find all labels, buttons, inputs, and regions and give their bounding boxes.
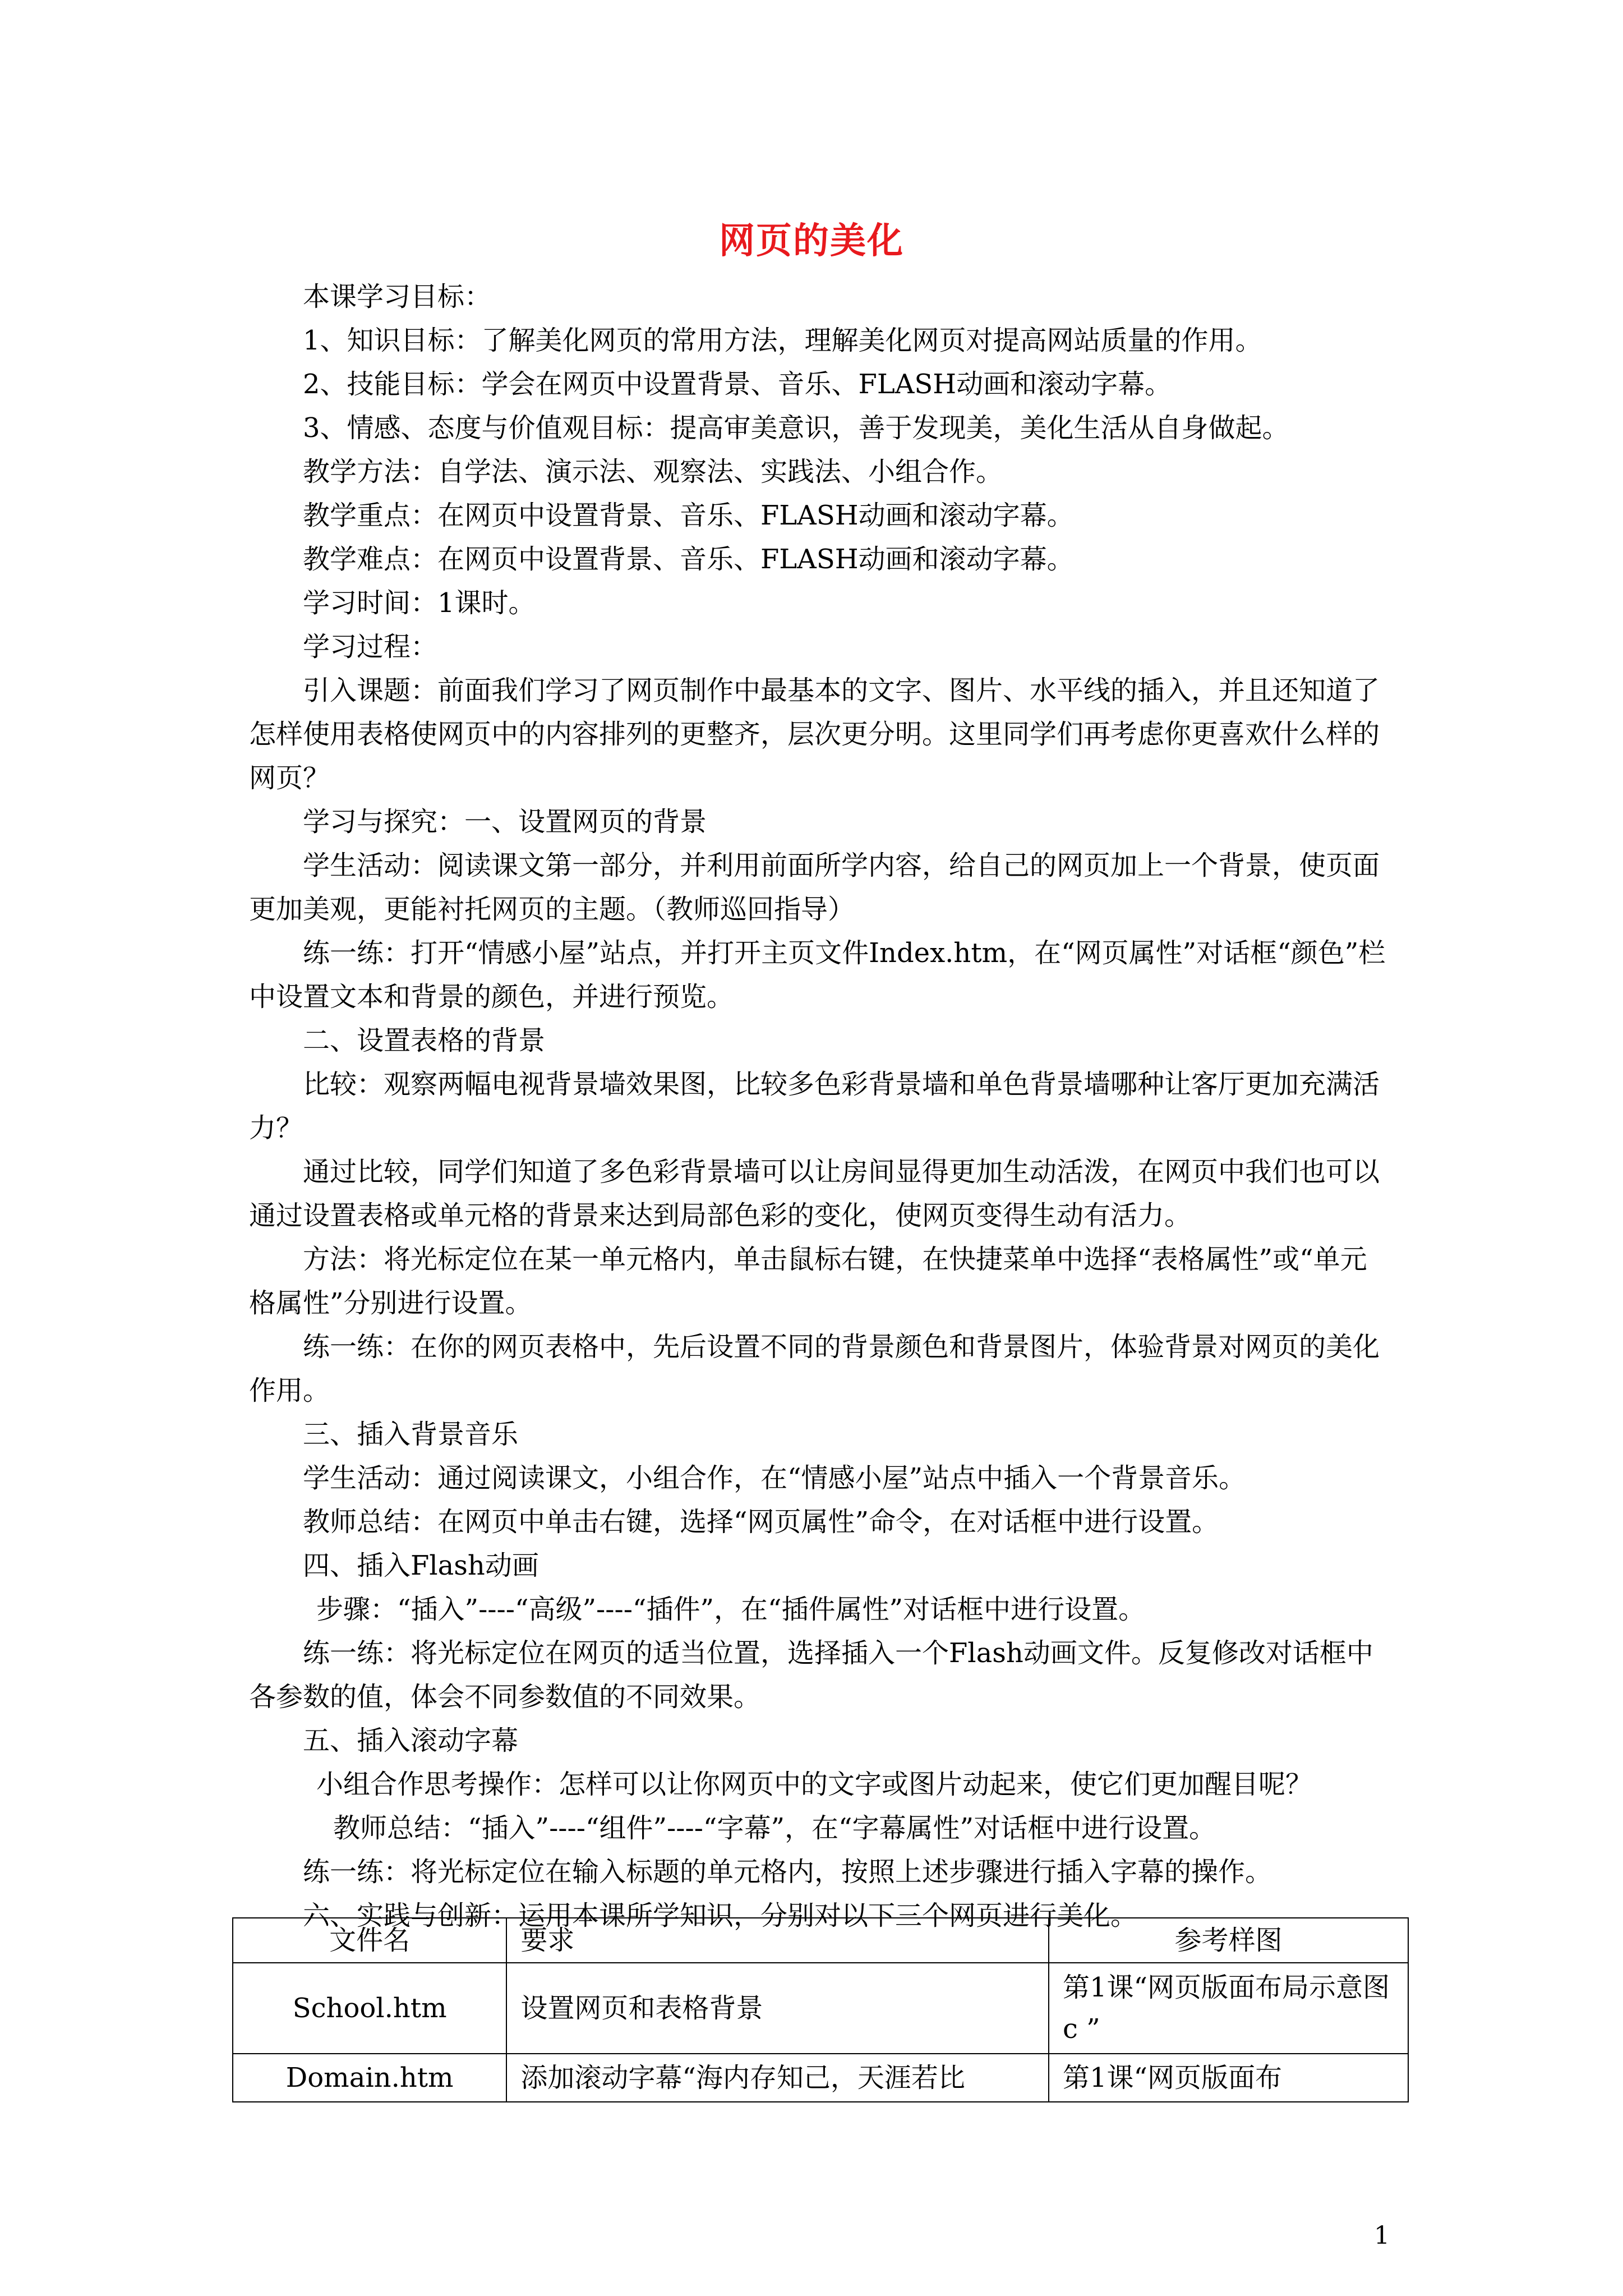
table-header-row [233,1918,1408,1963]
paragraph-process-heading: 学习过程： [303,631,438,662]
table-header-filename: 文件名 [233,1918,506,1963]
paragraph-section-2-heading: 二、设置表格的背景 [303,1025,546,1056]
paragraph-section-6-heading: 六、实践与创新：运用本课所学知识，分别对以下三个网页进行美化。 [303,1900,1138,1931]
paragraph-steps-4: 步骤：“插入”----“高级”----“插件”，在“插件属性”对话框中进行设置。 [316,1594,1146,1625]
paragraph-student-activity-3: 学生活动：通过阅读课文，小组合作，在“情感小屋”站点中插入一个背景音乐。 [303,1462,1246,1494]
document-body [249,275,1393,1938]
paragraph-section-4-heading: 四、插入Flash动画 [303,1550,539,1581]
paragraph-section-3-heading: 三、插入背景音乐 [303,1419,519,1450]
paragraph-method: 方法：将光标定位在某一单元格内，单击鼠标右键，在快捷菜单中选择“表格属性”或“单元格属性”分别进行设置。 [249,1244,1367,1319]
table-cell-reference: 第1课“网页版面布局示意图c ” [1049,1963,1408,2054]
table-header-reference: 参考样图 [1049,1918,1408,1963]
paragraph-section-5-heading: 五、插入滚动字幕 [303,1725,519,1756]
table-header-requirement: 要求 [506,1918,1049,1963]
paragraph-difficulties: 教学难点：在网页中设置背景、音乐、FLASH动画和滚动字幕。 [303,544,1074,575]
table-cell-filename: School.htm [233,1963,506,2054]
paragraph-compare: 比较：观察两幅电视背景墙效果图，比较多色彩背景墙和单色背景墙哪种让客厅更加充满活力？ [249,1069,1380,1144]
table-cell-requirement: 添加滚动字幕“海内存知己，天涯若比 [506,2054,1049,2102]
table-row [233,2054,1408,2102]
table-row [233,1963,1408,2054]
paragraph-study-time: 学习时间：1课时。 [303,587,536,619]
paragraph-attitude-goal: 3、情感、态度与价值观目标：提高审美意识，善于发现美，美化生活从自身做起。 [303,412,1289,444]
table-cell-reference: 第1课“网页版面布 [1049,2054,1408,2102]
table-cell-requirement: 设置网页和表格背景 [506,1963,1049,2054]
practice-table [232,1917,1409,2102]
paragraph-practice-5: 练一练：将光标定位在输入标题的单元格内，按照上述步骤进行插入字幕的操作。 [303,1856,1272,1888]
paragraph-compare-result: 通过比较，同学们知道了多色彩背景墙可以让房间显得更加生动活泼，在网页中我们也可以通过设置表格或单元格的背景来达到局部色彩的变化，使网页变得生动有活力。 [249,1156,1380,1231]
page-title: 网页的美化 [719,220,904,262]
paragraph-teaching-method: 教学方法：自学法、演示法、观察法、实践法、小组合作。 [303,456,1003,487]
paragraph-practice-2: 练一练：在你的网页表格中，先后设置不同的背景颜色和背景图片，体验背景对网页的美化作用。 [249,1331,1380,1406]
paragraph-practice-1: 练一练：打开“情感小屋”站点，并打开主页文件Index.htm，在“网页属性”对话框“颜色”栏中设置文本和背景的颜色，并进行预览。 [249,937,1386,1013]
paragraph-student-activity-1: 学生活动：阅读课文第一部分，并利用前面所学内容，给自己的网页加上一个背景，使页面更加美观，更能衬托网页的主题。（教师巡回指导） [249,850,1380,925]
paragraph-teacher-summary-5: 教师总结：“插入”----“组件”----“字幕”，在“字幕属性”对话框中进行设置。 [333,1812,1216,1844]
paragraph-skill-goal: 2、技能目标：学会在网页中设置背景、音乐、FLASH动画和滚动字幕。 [303,369,1172,400]
paragraph-knowledge-goal: 1、知识目标：了解美化网页的常用方法，理解美化网页对提高网站质量的作用。 [303,325,1262,356]
paragraph-objectives-heading: 本课学习目标： [303,281,492,312]
page-number: 1 [1374,2221,1390,2250]
paragraph-introduction: 引入课题：前面我们学习了网页制作中最基本的文字、图片、水平线的插入，并且还知道了怎样使用表格使网页中的内容排列的更整齐，层次更分明。这里同学们再考虑你更喜欢什么样的网页？ [249,675,1380,794]
paragraph-teacher-summary-3: 教师总结：在网页中单击右键，选择“网页属性”命令，在对话框中进行设置。 [303,1506,1219,1538]
paragraph-key-points: 教学重点：在网页中设置背景、音乐、FLASH动画和滚动字幕。 [303,500,1074,531]
table-cell-filename: Domain.htm [233,2054,506,2102]
paragraph-section-1-heading: 学习与探究：一、设置网页的背景 [303,806,707,838]
paragraph-group-question: 小组合作思考操作：怎样可以让你网页中的文字或图片动起来，使它们更加醒目呢？ [316,1769,1313,1800]
paragraph-practice-4: 练一练：将光标定位在网页的适当位置，选择插入一个Flash动画文件。反复修改对话框中各参数的值，体会不同参数值的不同效果。 [249,1637,1373,1713]
